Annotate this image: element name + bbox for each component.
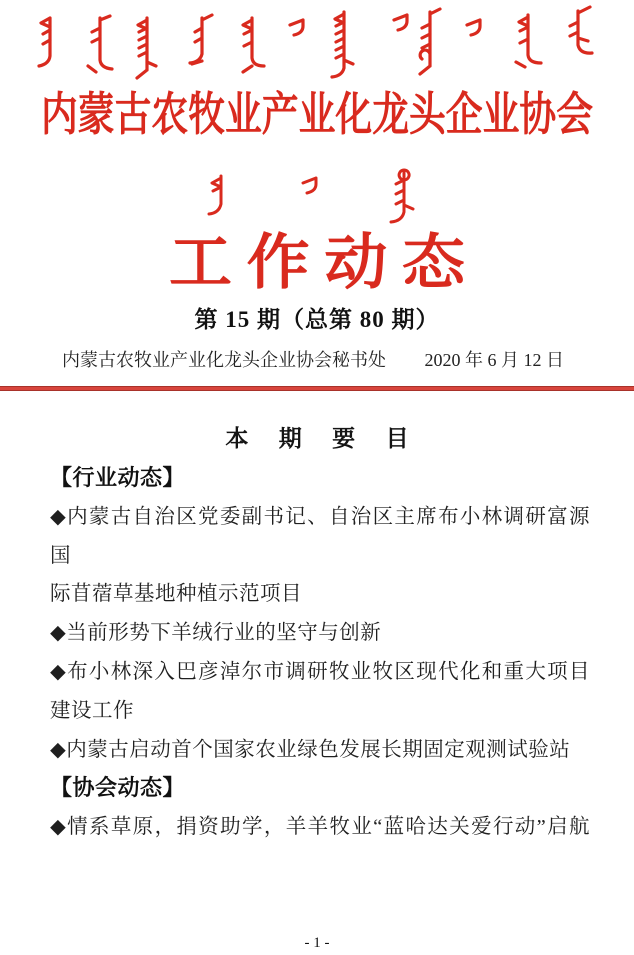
secretariat-label: 内蒙古农牧业产业化龙头企业协会秘书处 — [62, 350, 386, 370]
toc-section-industry: 【行业动态】 — [50, 465, 186, 490]
toc-section-association: 【协会动态】 — [50, 775, 186, 801]
toc-item: ◆内蒙古自治区党委副书记、自治区主席布小林调研富源国 — [50, 505, 590, 567]
toc-item: ◆布小林深入巴彦淖尔市调研牧业牧区现代化和重大项目 — [50, 660, 590, 683]
association-title-text: 内蒙古农牧业产业化龙头企业协会 — [41, 89, 593, 140]
bulletin-title-text: 工作动态 — [168, 230, 480, 296]
toc-item: ◆情系草原，捐资助学，羊羊牧业“蓝哈达关爱行动”启航 — [50, 816, 590, 839]
toc-heading: 本 期 要 目 — [225, 425, 421, 451]
mongolian-script-banner-icon — [0, 0, 634, 85]
issue-number: 第 15 期（总第 80 期） — [194, 307, 440, 332]
toc-item: ◆内蒙古启动首个国家农业绿色发展长期固定观测试验站 — [50, 738, 571, 761]
toc-list — [0, 459, 634, 847]
mongolian-script-subtitle-icon — [0, 145, 634, 227]
bulletin-title — [0, 228, 634, 298]
toc-item-continuation: 建设工作 — [50, 699, 134, 722]
toc-item-continuation: 际苜蓿草基地种植示范项目 — [50, 583, 302, 606]
issue-date: 2020 年 6 月 12 日 — [424, 350, 564, 370]
page-number: - 1 - — [304, 935, 330, 951]
meta-row — [0, 345, 634, 375]
toc-item: ◆当前形势下羊绒行业的坚守与创新 — [50, 622, 382, 645]
red-divider-rule — [0, 386, 634, 391]
association-title — [0, 85, 634, 145]
